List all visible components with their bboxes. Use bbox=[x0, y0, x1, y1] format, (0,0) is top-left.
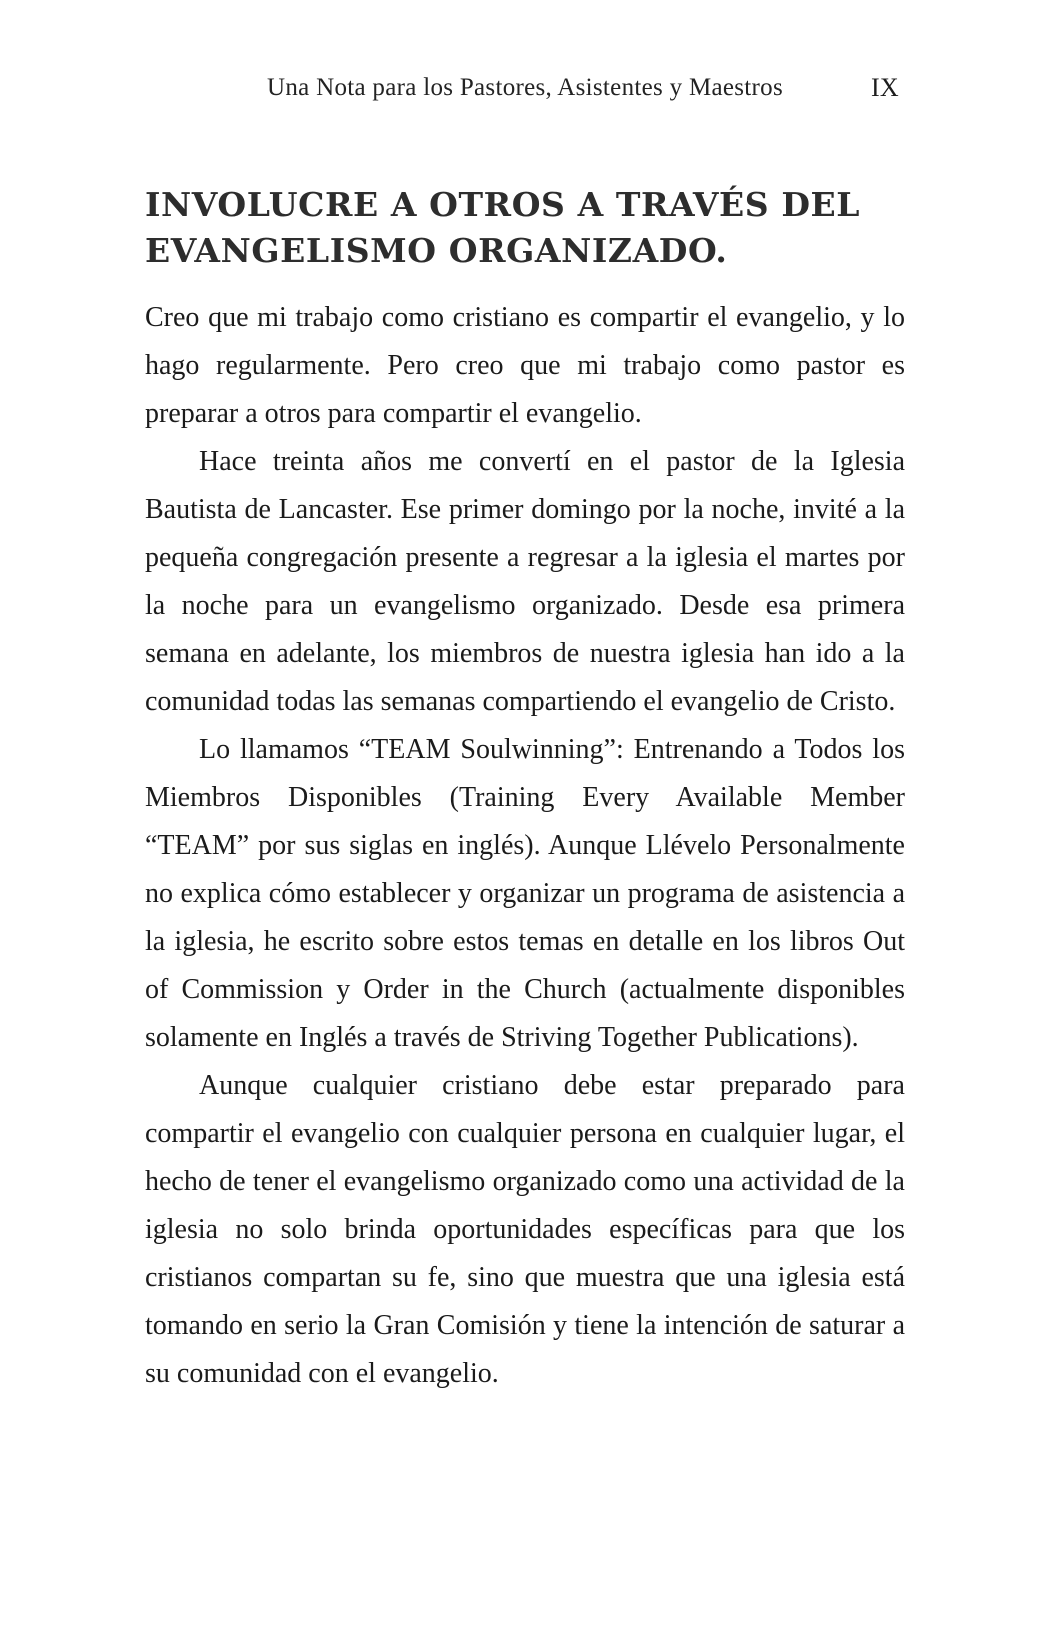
running-header bbox=[145, 72, 905, 104]
paragraph-4: Aunque cualquier cristiano debe estar preparado para compartir el evangelio con cualquier persona en cualquier lugar, el hecho de tener el evangelismo organizado como una actividad de la iglesia no solo brinda oportunidades específicas para que los cristianos compartan su fe, sino que muestra que una iglesia está tomando en serio la Gran Comisión y tiene la intención de saturar a su comunidad con el evangelio. bbox=[145, 1070, 905, 1389]
running-header-title: Una Nota para los Pastores, Asistentes y Maestros bbox=[266, 74, 783, 101]
section-heading-line-1: INVOLUCRE A OTROS A TRAVÉS DEL bbox=[145, 185, 861, 224]
section-heading bbox=[145, 182, 905, 274]
paragraph-1: Creo que mi trabajo como cristiano es compartir el evangelio, y lo hago regularmente. Pero creo que mi trabajo como pastor es preparar a otros para compartir el evangelio. bbox=[145, 302, 905, 429]
page-number: IX bbox=[870, 73, 899, 102]
paragraph-2: Hace treinta años me convertí en el pastor de la Iglesia Bautista de Lancaster. Ese primer domingo por la noche, invité a la pequeña congregación presente a regresar a la iglesia el martes por la noche para un evangelismo organizado. Desde esa primera semana en adelante, los miembros de nuestra iglesia han ido a la comunidad todas las semanas compartiendo el evangelio de Cristo. bbox=[145, 446, 905, 717]
paragraph-3: Lo llamamos “TEAM Soulwinning”: Entrenando a Todos los Miembros Disponibles (Training Every Available Member “TEAM” por sus siglas en inglés). Aunque Llévelo Personalmente no explica cómo establecer y organizar un programa de asistencia a la iglesia, he escrito sobre estos temas en detalle en los libros Out of Commission y Order in the Church (actualmente disponibles solamente en Inglés a través de Striving Together Publications). bbox=[145, 734, 905, 1053]
section-heading-line-2: EVANGELISMO ORGANIZADO. bbox=[145, 231, 728, 270]
page-content bbox=[145, 182, 905, 1398]
